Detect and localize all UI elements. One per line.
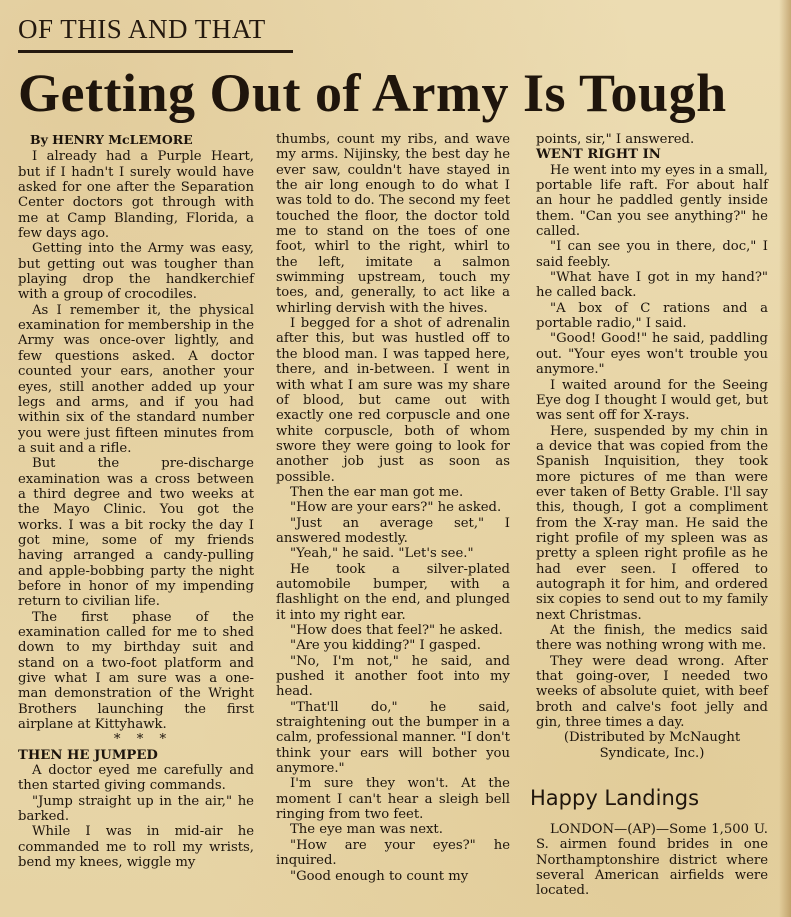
paragraph: "That'll do," he said, straightening out the bumper in a calm, professional manner. "I don't think your ears will bother you anymore." <box>276 699 510 777</box>
syndicate-credit: Syndicate, Inc.) <box>599 745 705 761</box>
paragraph: I already had a Purple Heart, but if I hadn't I surely would have asked for one after the Separation Center doctors got through with me at Camp Blanding, Florida, a few days ago. <box>18 149 254 242</box>
paragraph: thumbs, count my ribs, and wave my arms. Nijinsky, the best day he ever saw, couldn't have stayed in the air long enough to do what I was told to do. The second my feet touched the floor, the doctor told me to stand on the toes of one foot, whirl to the right, whirl to the left, imitate a salmon swimming upstream, touch my toes, and, generally, to act like a whirling dervish with the hives. <box>276 132 510 316</box>
subhead: THEN HE JUMPED <box>18 747 158 763</box>
article-column-3 <box>536 132 768 761</box>
paragraph: Getting into the Army was easy, but getting out was tougher than playing drop the handkerchief with a group of crocodiles. <box>18 241 254 303</box>
paragraph: "Are you kidding?" I gasped. <box>290 638 481 654</box>
paragraph: But the pre-discharge examination was a cross between a third degree and two weeks at the Mayo Clinic. You got the works. I was a bit rocky the day I got mine, some of my friends having arranged a candy-pulling and apple-bobbing party the night before in honor of my impending return to civilian life. <box>18 456 254 610</box>
byline: By HENRY McLEMORE <box>30 132 193 147</box>
column-kicker: OF THIS AND THAT <box>18 14 266 44</box>
paragraph: The eye man was next. <box>290 822 443 838</box>
paragraph: Here, suspended by my chin in a device that was copied from the Spanish Inquisition, they took more pictures of me than were ever taken of Betty Grable. I'll say this, though, I got a compliment from the X-ray man. He said the right profile of my spleen was as pretty a spleen right profile as he had ever seen. I offered to autograph it for him, and ordered six copies to send out to my family next Christmas. <box>536 423 768 623</box>
paragraph: As I remember it, the physical examination for membership in the Army was once-over lightly, and few questions asked. A doctor counted your ears, another your eyes, still another added up your legs and arms, and if you had within six of the standard number you were just fifteen minutes from a suit and a rifle. <box>18 302 254 456</box>
paragraph: "How are your ears?" he asked. <box>290 500 502 516</box>
paragraph: I begged for a shot of adrenalin after this, but was hustled off to the blood man. I was tapped here, there, and in-between. I went in with what I am sure was my share of blood, but came out with exactly one red corpuscle and one white corpuscle, both of whom swore they were going to look for another job just as soon as possible. <box>276 316 510 485</box>
paragraph: "No, I'm not," he said, and pushed it another foot into my head. <box>276 653 510 700</box>
headline: Getting Out of Army Is Tough <box>18 63 727 123</box>
paragraph: "Good enough to count my <box>290 868 469 884</box>
paragraph: "Yeah," he said. "Let's see." <box>290 546 474 562</box>
torn-edge <box>779 0 791 917</box>
paragraph: "How does that feel?" he asked. <box>290 623 503 638</box>
subhead: WENT RIGHT IN <box>536 147 661 163</box>
kicker-rule <box>18 50 293 53</box>
paragraph: While I was in mid-air he commanded me to roll my wrists, bend my knees, wiggle my <box>18 824 254 871</box>
paragraph: LONDON—(AP)—Some 1,500 U. S. airmen found brides in one Northamptonshire district where several American airfields were located. <box>536 822 768 899</box>
paragraph: At the finish, the medics said there was nothing wrong with me. <box>536 623 768 654</box>
paragraph: A doctor eyed me carefully and then started giving commands. <box>18 763 254 794</box>
paragraph: "Just an average set," I answered modestly. <box>276 515 510 546</box>
paragraph: He went into my eyes in a small, portable life raft. For about half an hour he paddled gently inside them. "Can you see anything?" he called. <box>536 162 768 240</box>
paragraph: I'm sure they won't. At the moment I can't hear a sleigh bell ringing from two feet. <box>276 776 510 823</box>
paragraph: "What have I got in my hand?" he called back. <box>536 270 768 301</box>
paragraph: "A box of C rations and a portable radio," I said. <box>536 300 768 332</box>
paragraph: I waited around for the Seeing Eye dog I thought I would get, but was sent off for X-rays. <box>536 377 768 424</box>
sidebar-headline: Happy Landings <box>530 786 700 810</box>
paragraph: "I can see you in there, doc," I said feebly. <box>536 239 768 270</box>
section-break: * * * <box>113 732 173 748</box>
syndicate-credit: (Distributed by McNaught <box>563 730 741 746</box>
article-column-2 <box>276 132 510 884</box>
paragraph: Then the ear man got me. <box>290 484 464 500</box>
paragraph: He took a silver-plated automobile bumper, with a flashlight on the end, and plunged it into my right ear. <box>276 561 510 623</box>
paragraph: "How are your eyes?" he inquired. <box>276 837 510 869</box>
paragraph: "Jump straight up in the air," he barked. <box>18 793 254 825</box>
paragraph: "Good! Good!" he said, paddling out. "Your eyes won't trouble you anymore." <box>536 331 768 378</box>
sidebar-story <box>536 822 768 899</box>
paragraph: The first phase of the examination called for me to shed down to my birthday suit and stand on a two-foot platform and give what I am sure was a one-man demonstration of the Wright Brothers launching the first airplane at Kittyhawk. <box>18 609 254 733</box>
article-column-1 <box>18 132 254 871</box>
paragraph: They were dead wrong. After that going-over, I needed two weeks of absolute quiet, with beef broth and calve's foot jelly and gin, three times a day. <box>536 653 768 731</box>
paragraph: points, sir," I answered. <box>536 132 695 147</box>
